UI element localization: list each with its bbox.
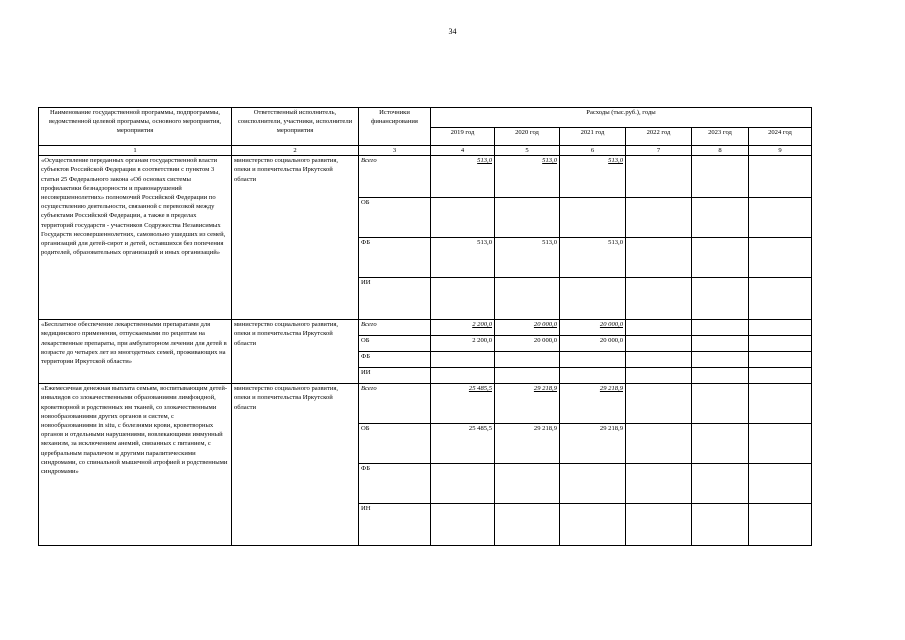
- expense-value: [692, 368, 749, 384]
- expense-value: [749, 384, 812, 424]
- table-row: [39, 320, 812, 336]
- expense-value: [626, 504, 692, 546]
- expense-value: [692, 320, 749, 336]
- expense-value: [749, 368, 812, 384]
- expense-value: 2 200,0: [431, 320, 495, 336]
- expense-value: [495, 198, 560, 238]
- expense-value: 29 218,9: [495, 384, 560, 424]
- expense-value: [749, 424, 812, 464]
- expense-value: [692, 424, 749, 464]
- expense-value: [692, 336, 749, 352]
- expense-value: [495, 278, 560, 320]
- table-body: [39, 156, 812, 546]
- funding-source: Всего: [359, 384, 431, 424]
- expense-value: [431, 198, 495, 238]
- expense-value: [626, 384, 692, 424]
- column-number: 3: [359, 146, 431, 156]
- expense-value: [692, 156, 749, 198]
- expense-value: 513,0: [560, 156, 626, 198]
- column-number: 2: [232, 146, 359, 156]
- expense-value: [626, 336, 692, 352]
- expense-value: 2 200,0: [431, 336, 495, 352]
- activity-name: «Бесплатное обеспечение лекарственными препаратами для медицинского применения, отпускаемыми по рецептам на лекарственные препараты, при амбулаторном лечении для детей в возрасте до четырех лет из многодетных семей, проживающих на территории Иркутской области»: [39, 320, 232, 384]
- expense-value: [495, 464, 560, 504]
- header-responsible: Ответственный исполнитель, соисполнители, участники, исполнители мероприятия: [232, 108, 359, 146]
- expense-value: [560, 368, 626, 384]
- expense-value: 20 000,0: [495, 336, 560, 352]
- page-number: 34: [448, 27, 457, 36]
- column-number: 4: [431, 146, 495, 156]
- activity-name: «Ежемесячная денежная выплата семьям, воспитывающим детей-инвалидов со злокачественными образованиями лимфоидной, кроветворной и родственных им тканей, со злокачественными новообразованиями других органов и систем, с новообразованиями in situ, с болезнями крови, кроветворных органов и отдельными нарушениями, вовлекающими иммунный механизм, за исключением анемий, связанных с питанием, с церебральным параличом и другими паралитическими синдромами, со спинальной мышечной атрофией и родственными синдромами»: [39, 384, 232, 546]
- funding-source: Всего: [359, 320, 431, 336]
- expense-value: [495, 504, 560, 546]
- expense-value: [692, 504, 749, 546]
- expense-value: [431, 464, 495, 504]
- header-year: 2024 год: [749, 128, 812, 146]
- expense-value: [749, 336, 812, 352]
- column-number: 1: [39, 146, 232, 156]
- expense-value: [431, 368, 495, 384]
- expense-value: [749, 198, 812, 238]
- header-source: Источники финансирования: [359, 108, 431, 146]
- expense-value: 25 485,5: [431, 424, 495, 464]
- funding-source: ОБ: [359, 336, 431, 352]
- expense-value: 513,0: [431, 238, 495, 278]
- funding-source: ИН: [359, 504, 431, 546]
- expense-value: [626, 198, 692, 238]
- expense-value: [749, 156, 812, 198]
- expense-value: 513,0: [495, 156, 560, 198]
- funding-source: ФБ: [359, 464, 431, 504]
- budget-table: [38, 107, 812, 546]
- expense-value: [560, 278, 626, 320]
- expense-value: [626, 352, 692, 368]
- table-row: [39, 156, 812, 198]
- expense-value: [749, 320, 812, 336]
- expense-value: [495, 352, 560, 368]
- expense-value: 20 000,0: [495, 320, 560, 336]
- expense-value: [560, 352, 626, 368]
- expense-value: 513,0: [560, 238, 626, 278]
- column-numbers-row: [39, 146, 812, 156]
- responsible-executor: министерство социального развития, опеки и попечительства Иркутской области: [232, 384, 359, 546]
- funding-source: ОБ: [359, 424, 431, 464]
- header-year: 2019 год: [431, 128, 495, 146]
- expense-value: [692, 278, 749, 320]
- header-year: 2022 год: [626, 128, 692, 146]
- header-year: 2023 год: [692, 128, 749, 146]
- expense-value: [749, 464, 812, 504]
- expense-value: [626, 156, 692, 198]
- responsible-executor: министерство социального развития, опеки и попечительства Иркутской области: [232, 320, 359, 384]
- expense-value: [560, 464, 626, 504]
- funding-source: Всего: [359, 156, 431, 198]
- expense-value: [560, 198, 626, 238]
- expense-value: 513,0: [495, 238, 560, 278]
- expense-value: [692, 464, 749, 504]
- expense-value: [626, 424, 692, 464]
- expense-value: [560, 504, 626, 546]
- expense-value: 513,0: [431, 156, 495, 198]
- header-year: 2020 год: [495, 128, 560, 146]
- funding-source: ИИ: [359, 368, 431, 384]
- header-expenses: Расходы (тыс.руб.), годы: [431, 108, 812, 128]
- funding-source: ИИ: [359, 278, 431, 320]
- expense-value: 29 218,9: [495, 424, 560, 464]
- header-year: 2021 год: [560, 128, 626, 146]
- expense-value: 20 000,0: [560, 320, 626, 336]
- expense-value: 20 000,0: [560, 336, 626, 352]
- header-name: Наименование государственной программы, подпрограммы, ведомственной целевой программы, основного мероприятия, мероприятия: [39, 108, 232, 146]
- funding-source: ОБ: [359, 198, 431, 238]
- table-row: [39, 384, 812, 424]
- expense-value: [692, 198, 749, 238]
- column-number: 7: [626, 146, 692, 156]
- expense-value: 25 485,5: [431, 384, 495, 424]
- expense-value: 29 218,9: [560, 424, 626, 464]
- responsible-executor: министерство социального развития, опеки и попечительства Иркутской области: [232, 156, 359, 320]
- expense-value: [692, 384, 749, 424]
- column-number: 9: [749, 146, 812, 156]
- expense-value: [495, 368, 560, 384]
- expense-value: [431, 352, 495, 368]
- expense-value: [749, 504, 812, 546]
- expense-value: [431, 504, 495, 546]
- expense-value: [749, 238, 812, 278]
- column-number: 6: [560, 146, 626, 156]
- activity-name: «Осуществление переданных органам государственной власти субъектов Российской Федерации в соответствии с пунктом 3 статьи 25 Федерального закона «Об основах системы профилактики безнадзорности и правонарушений несовершеннолетних» полномочий Российской Федерации по осуществлению деятельности, связанной с перевозкой между субъектами Российской Федерации, а также в пределах территорий государств - участников Содружества Независимых Государств несовершеннолетних, самовольно ушедших из семей, организаций для детей-сирот и детей, оставшихся без попечения родителей, образовательных организаций и иных организаций»: [39, 156, 232, 320]
- expense-value: [431, 278, 495, 320]
- expense-value: 29 218,9: [560, 384, 626, 424]
- funding-source: ФБ: [359, 352, 431, 368]
- expense-value: [626, 320, 692, 336]
- expense-value: [626, 238, 692, 278]
- column-number: 8: [692, 146, 749, 156]
- expense-value: [749, 278, 812, 320]
- column-number: 5: [495, 146, 560, 156]
- expense-value: [749, 352, 812, 368]
- expense-value: [626, 278, 692, 320]
- expense-value: [692, 352, 749, 368]
- header-row: [39, 108, 812, 128]
- expense-value: [692, 238, 749, 278]
- expense-value: [626, 368, 692, 384]
- funding-source: ФБ: [359, 238, 431, 278]
- expense-value: [626, 464, 692, 504]
